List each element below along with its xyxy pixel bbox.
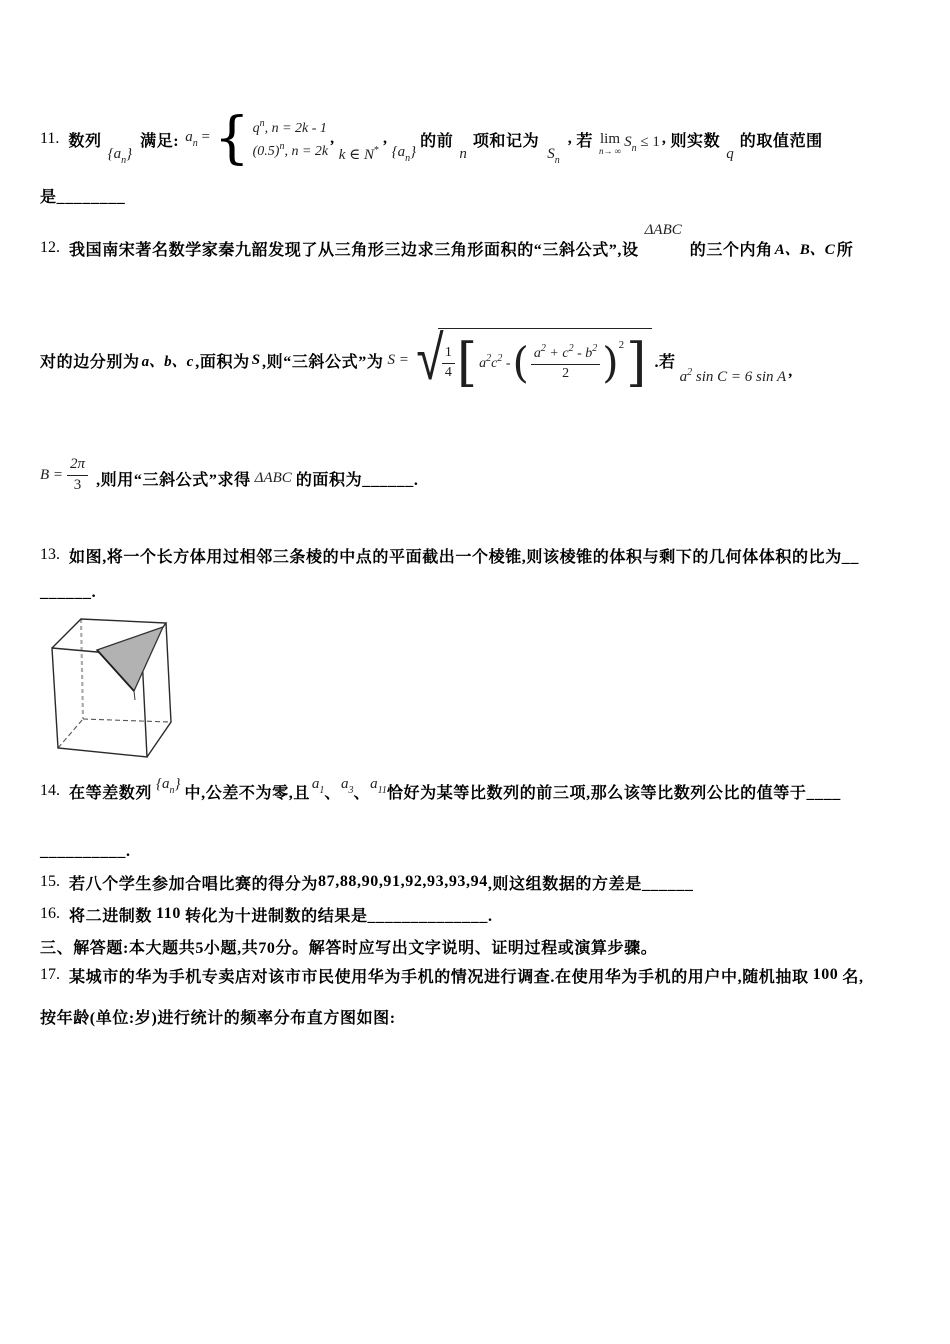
piecewise-row-2: $(0.5)^n$, n = 2k xyxy=(252,140,329,159)
hidden-edge-back-left xyxy=(81,619,83,719)
var-sn: $S_n$ xyxy=(547,146,560,166)
text-run: ,则用“三斜公式”求得 xyxy=(96,471,251,489)
text-run: 若 xyxy=(576,132,593,150)
text-run: 将二进制数 xyxy=(69,907,153,925)
text-run: ,面积为 xyxy=(195,353,250,371)
problem-number: 12. xyxy=(40,239,60,256)
problem-15 xyxy=(40,870,693,894)
text-run: 某城市的华为手机专卖店对该市市民使用华为手机的情况进行调查.在使用华为手机的用户中,随机抽取 xyxy=(69,968,809,986)
triangle-abc: ΔABC xyxy=(644,221,682,238)
left-bracket: [ xyxy=(456,333,478,393)
text-run: 如图,将一个长方体用过相邻三条棱的中点的平面截出一个棱锥,则该棱锥的体积与剩下的几何体体积的比为__ xyxy=(69,548,860,566)
text-run: .若 xyxy=(654,353,676,371)
problem-13-line-2 xyxy=(40,581,96,605)
text-run: 恰好为某等比数列的前三项,那么该等比数列公比的值等于____ xyxy=(386,784,841,802)
problem-11-line-1 xyxy=(40,100,823,178)
var-n: n xyxy=(459,145,467,162)
sanxie-formula xyxy=(387,321,652,394)
problem-number: 13. xyxy=(40,546,60,563)
var-a3: $a_3$ xyxy=(341,776,354,796)
text-run: 则实数 xyxy=(670,132,721,150)
punct: , xyxy=(788,363,793,380)
section-3-header xyxy=(40,934,657,958)
text-run: 对的边分别为 xyxy=(40,353,140,371)
seq-an-notation: $\{a_n\}$ xyxy=(391,144,417,164)
punct: , xyxy=(661,130,667,147)
text-run: 数列 xyxy=(68,132,102,150)
cuboid-svg xyxy=(50,610,178,760)
hidden-edge-bottom-left xyxy=(58,719,83,748)
text-run: 按年龄(单位:岁)进行统计的频率分布直方图如图: xyxy=(40,1009,396,1027)
hidden-edge-back-bottom xyxy=(83,719,169,722)
cuboid-figure xyxy=(50,610,178,760)
var-a1: $a_1$ xyxy=(311,776,325,796)
text-run: 的面积为______. xyxy=(295,471,419,489)
text-run: 在等差数列 xyxy=(69,784,153,802)
right-paren: ) xyxy=(602,338,619,387)
text-run: ,则这组数据的方差是______ xyxy=(487,875,694,893)
binary-number: 110 xyxy=(156,905,181,922)
problem-number: 15. xyxy=(40,873,60,890)
formula-lhs: S = xyxy=(387,351,409,368)
text-run: 若八个学生参加合唱比赛的得分为 xyxy=(69,875,319,893)
seq-an-notation: $\{a_n\}$ xyxy=(156,776,181,796)
piecewise-lhs: $a_n$ = xyxy=(185,129,210,149)
punct: , xyxy=(330,130,335,147)
section-title: 三、解答题:本大题共5小题,共70分。解答时应写出文字说明、证明过程或演算步骤。 xyxy=(40,939,658,957)
vars-abc: a、b、c xyxy=(141,353,194,370)
punct: , xyxy=(383,130,388,147)
problem-14-line-1 xyxy=(40,772,841,810)
problem-number: 14. xyxy=(40,782,60,799)
text-run: 转化为十进制数的结果是______________. xyxy=(184,907,493,925)
answer-blank: 是________ xyxy=(40,188,126,206)
brace-glyph: { xyxy=(213,106,250,172)
right-bracket: ] xyxy=(626,333,647,393)
problem-number: 11. xyxy=(40,130,60,147)
problem-14-line-2 xyxy=(40,840,131,864)
cut-triangle xyxy=(97,627,163,691)
score-list: 87,88,90,91,92,93,93,94 xyxy=(318,873,488,890)
var-q: q xyxy=(726,145,734,162)
text-run: ,则“三斜公式”为 xyxy=(262,353,384,371)
text-run: 所 xyxy=(836,241,854,259)
problem-12-line-1 xyxy=(40,221,854,268)
text-run: 的取值范围 xyxy=(739,132,823,150)
seq-an-notation: $\{a_n\}$ xyxy=(107,146,133,166)
vars-ABC: A、B、C xyxy=(774,241,835,258)
problem-16 xyxy=(40,902,493,926)
text-run: 的三个内角 xyxy=(689,241,773,259)
problem-12-line-2 xyxy=(40,315,793,405)
sample-size: 100 xyxy=(812,966,839,983)
fraction-one-fourth: $\frac{1}{4}$ xyxy=(442,345,455,380)
answer-blank: ______. xyxy=(40,584,97,601)
answer-blank: __________. xyxy=(40,843,131,860)
b-equals-fraction: B = $\frac{2\pi}{3}$ xyxy=(40,456,88,494)
limit-expression: lim n→ ∞ $S_n \le 1$ xyxy=(598,131,660,156)
var-S: S xyxy=(251,351,261,368)
problem-12-line-3 xyxy=(40,448,418,502)
inner-fraction: $\frac{a^2 + c^2 - b^2}{2}$ xyxy=(531,344,600,381)
problem-number: 16. xyxy=(40,905,60,922)
text-run: 项和记为 xyxy=(472,132,540,150)
problem-11-line-2 xyxy=(40,183,125,207)
triangle-abc: ΔABC xyxy=(254,469,292,486)
text-run: 名, xyxy=(842,968,864,986)
var-a11: $a_{11}$ xyxy=(370,776,387,796)
problem-13-line-1 xyxy=(40,543,859,567)
term-a2c2: $a^2c^2$ - xyxy=(479,353,511,371)
problem-17-line-2 xyxy=(40,1004,396,1028)
punct: , xyxy=(567,130,573,147)
text-run: 的前 xyxy=(420,132,454,150)
punct: 、 xyxy=(324,784,342,802)
problem-number: 17. xyxy=(40,966,60,983)
left-paren: ( xyxy=(512,338,529,387)
piecewise-formula xyxy=(213,106,329,172)
piecewise-row-1: $q^n$, n = 2k - 1 xyxy=(252,117,327,136)
problem-17-line-1 xyxy=(40,963,864,987)
text-run: 我国南宋著名数学家秦九韶发现了从三角形三边求三角形面积的“三斜公式”,设 xyxy=(69,241,639,259)
apex-tick xyxy=(134,691,135,700)
text-run: 中,公差不为零,且 xyxy=(184,784,310,802)
sqrt-symbol: √ xyxy=(416,321,444,394)
punct: 、 xyxy=(353,784,371,802)
text-run: 满足: xyxy=(140,132,180,150)
trig-condition: $a^2$ sin C = 6 sin A xyxy=(679,367,787,385)
outer-superscript: 2 xyxy=(618,339,625,351)
k-in-n-star: k ∈ N* xyxy=(338,144,379,163)
